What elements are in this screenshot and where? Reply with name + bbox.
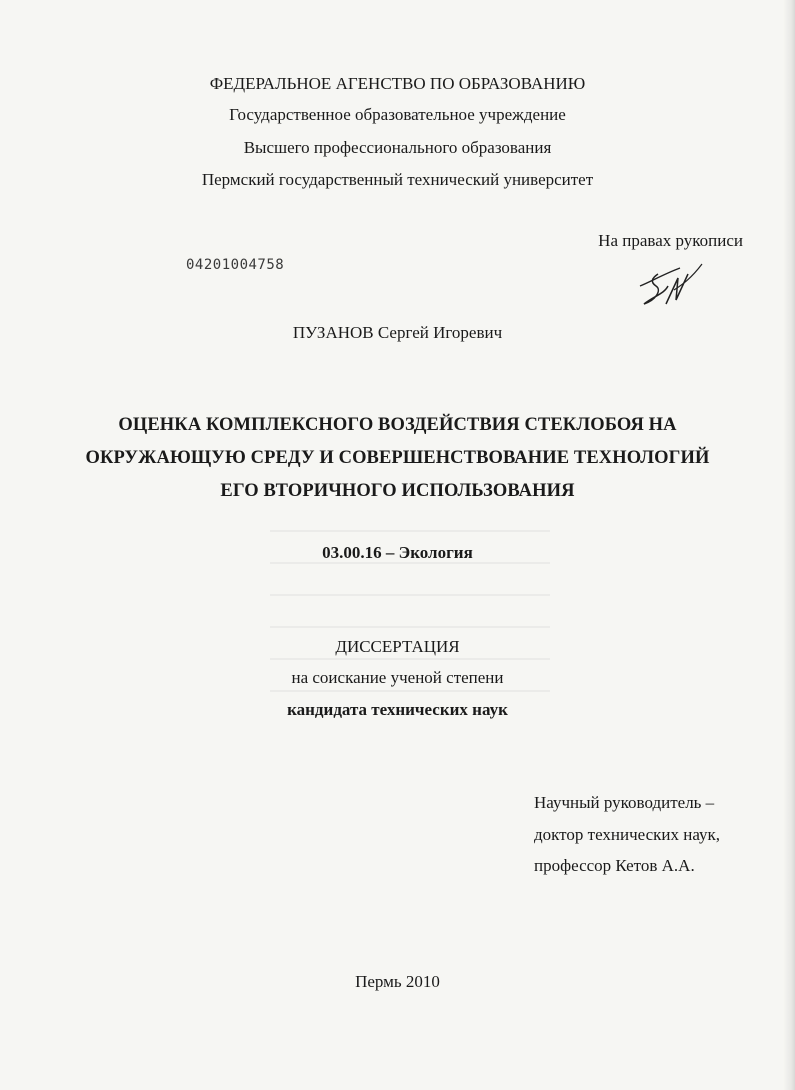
author-name: ПУЗАНОВ Сергей Игоревич [292, 323, 503, 342]
university-name: Пермский государственный технический университет [201, 170, 594, 189]
advisor-degree: доктор технических наук, [534, 825, 721, 844]
title-line-1: ОЦЕНКА КОМПЛЕКСНОГО ВОЗДЕЙСТВИЯ СТЕКЛОБОЯ НА [118, 415, 677, 435]
title-line-2: ОКРУЖАЮЩУЮ СРЕДУ И СОВЕРШЕНСТВОВАНИЕ ТЕХНОЛОГИЙ [85, 448, 710, 468]
document-type: ДИССЕРТАЦИЯ [335, 637, 460, 656]
institution-type: Государственное образовательное учреждение [229, 105, 566, 124]
agency-name: ФЕДЕРАЛЬНОЕ АГЕНСТВО ПО ОБРАЗОВАНИЮ [209, 74, 586, 93]
degree-name: кандидата технических наук [287, 700, 508, 719]
author-signature [634, 260, 706, 312]
rights-note: На правах рукописи [598, 231, 743, 250]
advisor-role: Научный руководитель – [534, 793, 715, 812]
document-code: 04201004758 [186, 257, 285, 273]
title-line-3: ЕГО ВТОРИЧНОГО ИСПОЛЬЗОВАНИЯ [220, 481, 575, 501]
specialty-code: 03.00.16 – Экология [322, 543, 473, 562]
advisor-name: профессор Кетов А.А. [534, 856, 695, 875]
education-level: Высшего профессионального образования [243, 138, 552, 157]
degree-purpose: на соискание ученой степени [291, 668, 504, 687]
city-year: Пермь 2010 [355, 972, 440, 991]
